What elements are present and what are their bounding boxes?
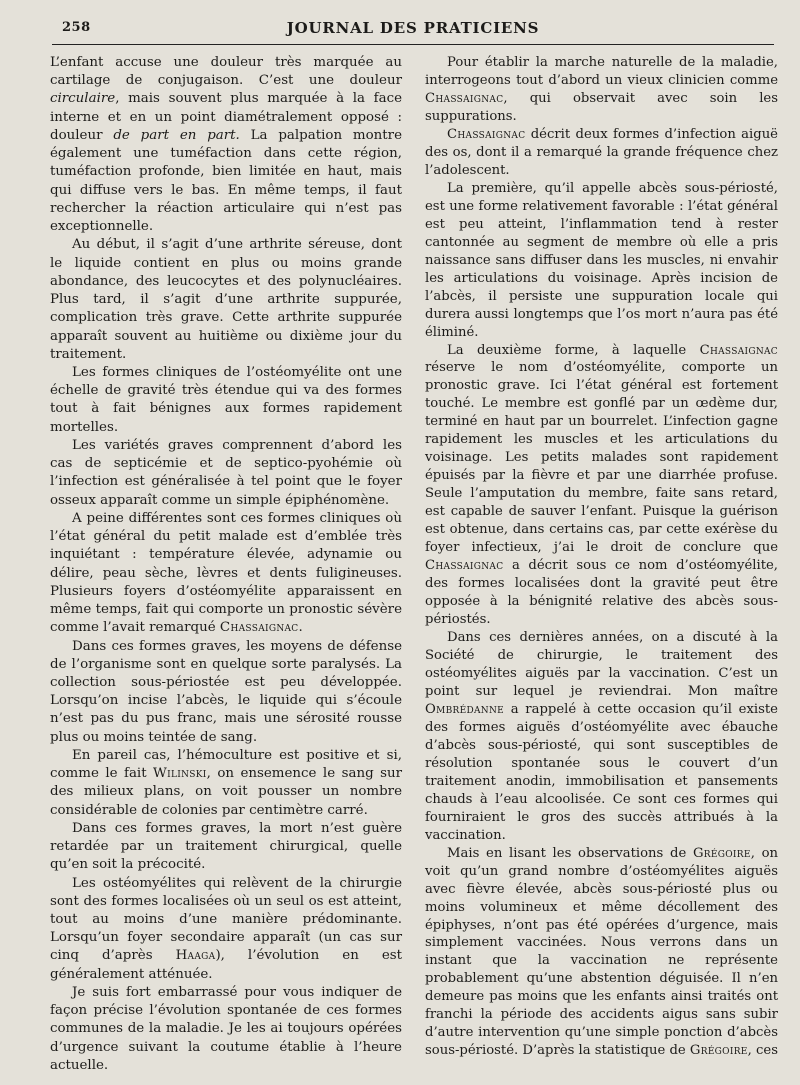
paragraph: Pour établir la marche naturelle de la maladie, interrogeons tout d’abord un vieux clinicien comme Chassaignac, qui observait avec soin les suppurations. [425,55,778,124]
paragraph: Je suis fort embarrassé pour vous indiquer de façon précise l’évolution spontanée de ces formes communes de la maladie. Je les ai toujours opérées d’urgence suivant la coutume établie à l’heure actuelle. [50,984,402,1073]
paragraph: La deuxième forme, à laquelle Chassaignac réserve le nom d’ostéomyélite, comporte un pronostic grave. Ici l’état général est fortement touché. Le membre est gonflé par un œdème dur, terminé en haut par un bourrelet. L’infection gagne rapidement les muscles et les articulations du voisinage. Les petits malades sont rapidement épuisés par la fièvre et par une diarrhée profuse. Seule l’amputation du membre, faite sans retard, est capable de sauver l’enfant. Puisque la guérison est obtenue, dans certains cas, par cette exérèse du foyer infectieux, j’ai le droit de conclure que Chassaignac a décrit sous ce nom d’ostéomyélite, des formes localisées dont la gravité peut être opposée à la bénignité relative des abcès sous-périostés. [425,342,778,628]
running-title: JOURNAL DES PRATICIENS [286,19,540,37]
paragraph: Au début, il s’agit d’une arthrite séreuse, dont le liquide contient en plus ou moins grande abondance, des leucocytes et des polynucléaires. Plus tard, il s’agit d’une arthrite suppurée, complication très grave. Cette arthrite suppurée apparaît souvent au huitième ou dixième jour du traitement. [50,237,402,362]
paragraph: Dans ces formes graves, la mort n’est guère retardée par un traitement chirurgical, quelle qu’en soit la précocité. [50,820,402,873]
page-number: 258 [62,20,91,35]
paragraph: Les ostéomyélites qui relèvent de la chirurgie sont des formes localisées où un seul os est atteint, tout au moins d’une manière prédominante. Lorsqu’un foyer secondaire apparaît (un cas sur cinq d’après Haaga), l’évolution en est généralement atténuée. [50,875,402,982]
author-name: Chassaignac [219,620,299,636]
paragraph: Mais en lisant les observations de Grégoire, on voit qu’un grand nombre d’ostéomyélites aiguës avec fièvre élevée, abcès sous-périosté plus ou moins volumineux et même décollement des épiphyses, n’ont pas été opérées d’urgence, mais simplement vaccinées. Nous verrons dans un instant que la vaccination ne représente probablement qu’une abstention déguisée. Il n’en demeure pas moins que les enfants ainsi traités ont franchi la période des accidents aigus sans subir d’autre intervention qu’une simple ponction d’abcès sous-périosté. D’après la statistique de Grégoire, ces [425,845,778,1059]
paragraph: Les variétés graves comprennent d’abord les cas de septicémie et de septico-pyohémie où l’infection est généralisée à tel point que le foyer osseux apparaît comme un simple épiphénomène. [50,437,402,508]
paragraph: En pareil cas, l’hémoculture est positive et si, comme le fait Wilinski, on ensemence le sang sur des milieux plans, on voit pousser un nombre considérable de colonies par centimètre carré. [50,747,402,818]
paragraph: La première, qu’il appelle abcès sous-périosté, est une forme relativement favorable : l’état général est peu atteint, l’inflammation tend à rester cantonnée au segment de membre où elle a pris naissance sans diffuser dans les muscles, ni envahir les articulations du voisinage. Après incision de l’abcès, il persiste une suppuration locale qui durera aussi longtemps que l’os mort n’aura pas été éliminé. [425,180,778,340]
author-name: Ombrédanne [425,701,505,717]
left-column [50,54,402,1075]
paragraph: L’enfant accuse une douleur très marquée au cartilage de conjugaison. C’est une douleur circulaire, mais souvent plus marquée à la face interne et en un point diamétralement opposé : douleur de part en part. La palpation montre également une tuméfaction dans cette région, tuméfaction profonde, bien limitée en haut, mais qui diffuse vers le bas. En même temps, il faut rechercher la réaction articulaire qui n’est pas exceptionnelle. [50,55,402,235]
author-name: Haaga [175,948,216,964]
author-name: Chassaignac [699,342,778,358]
paragraph: Les formes cliniques de l’ostéomyélite ont une échelle de gravité très étendue qui va des formes tout à fait bénignes aux formes rapidement mortelles. [50,364,402,435]
author-name: Chassaignac [447,126,526,142]
page-header [52,14,774,45]
paragraph: A peine différentes sont ces formes cliniques où l’état général du petit malade est d’emblée très inquiétant : température élevée, adynamie ou délire, peau sèche, lèvres et dents fuligineuses. Plusieurs foyers d’ostéomyélite apparaissent en même temps, fait qui comporte un pronostic sévère comme l’avait remarqué Chassaignac. [50,510,402,636]
paragraph: Dans ces dernières années, on a discuté à la Société de chirurgie, le traitement des ostéomyélites aiguës par la vaccination. C’est un point sur lequel je reviendrai. Mon maître Ombrédanne a rappelé à cette occasion qu’il existe des formes aiguës d’ostéomyélite avec ébauche d’abcès sous-périosté, qui sont susceptibles de résolution spontanée sous le couvert d’un traitement anodin, immobilisation et pansements chauds à l’eau alcoolisée. Ce sont ces formes qui fourniraient le gros des succès attribués à la vaccination. [425,630,778,843]
paragraph: Dans ces formes graves, les moyens de défense de l’organisme sont en quelque sorte paralysés. La collection sous-périostée est peu développée. Lorsqu’on incise l’abcès, le liquide qui s’écoule n’est pas du pus franc, mais une sérosité rousse plus ou moins teintée de sang. [50,638,402,745]
author-name: Chassaignac [425,558,504,574]
author-name: Wilinski [153,766,207,782]
author-name: Grégoire [689,1043,748,1059]
author-name: Chassaignac [425,90,504,106]
author-name: Grégoire [692,845,751,861]
right-column [425,54,778,1060]
paragraph: Chassaignac décrit deux formes d’infection aiguë des os, dont il a remarqué la grande fréquence chez l’adolescent. [425,126,778,178]
